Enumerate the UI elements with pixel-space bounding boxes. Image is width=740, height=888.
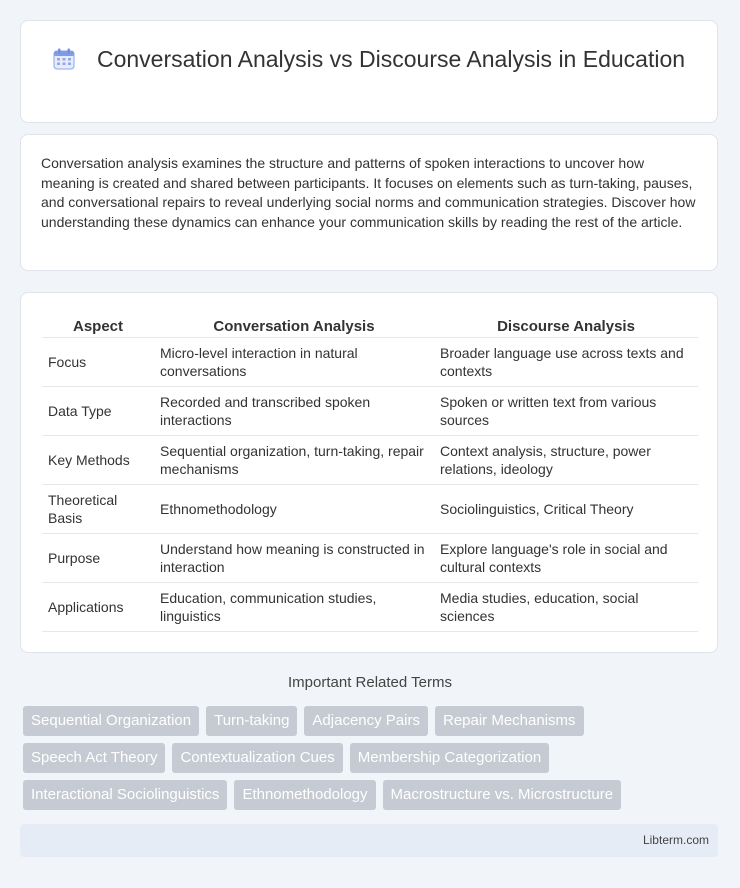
intro-text: Conversation analysis examines the structure and patterns of spoken interactions to uncover how meaning is created and shared between participants. It focuses on elements such as turn-taking, pauses, and conversational repairs to reveal underlying social norms and communication strategies. Discover how understanding these dynamics can enhance your communication skills by reading the rest of the article. — [41, 155, 696, 230]
related-term-tag[interactable]: Sequential Organization — [23, 706, 199, 736]
calendar-icon — [53, 48, 75, 70]
title-card — [20, 20, 718, 123]
aspect-cell: Theoretical Basis — [42, 485, 154, 534]
discourse-cell: Context analysis, structure, power relations, ideology — [434, 436, 698, 485]
related-term-tag[interactable]: Speech Act Theory — [23, 743, 165, 773]
related-term-tag[interactable]: Repair Mechanisms — [435, 706, 584, 736]
discourse-cell: Broader language use across texts and contexts — [434, 338, 698, 387]
aspect-cell: Focus — [42, 338, 154, 387]
discourse-cell: Explore language's role in social and cultural contexts — [434, 534, 698, 583]
aspect-cell: Applications — [42, 583, 154, 632]
footer — [20, 824, 718, 857]
comparison-table — [42, 315, 698, 632]
related-term-tag[interactable]: Membership Categorization — [350, 743, 549, 773]
tag-row — [23, 743, 556, 773]
related-term-tag[interactable]: Contextualization Cues — [172, 743, 342, 773]
intro-card — [20, 134, 718, 271]
related-term-tag[interactable]: Macrostructure vs. Microstructure — [383, 780, 622, 810]
tag-row — [23, 780, 628, 810]
comparison-table-card — [20, 292, 718, 653]
table-row — [42, 485, 698, 534]
table-row — [42, 583, 698, 632]
related-term-tag[interactable]: Turn-taking — [206, 706, 297, 736]
table-row — [42, 338, 698, 387]
related-term-tag[interactable]: Ethnomethodology — [234, 780, 375, 810]
tag-row — [23, 706, 591, 736]
table-row — [42, 436, 698, 485]
page-title-wrap — [21, 45, 717, 74]
conversation-cell: Education, communication studies, linguistics — [154, 583, 434, 632]
footer-site-link[interactable]: Libterm.com — [642, 833, 709, 847]
table-header-row — [42, 315, 698, 338]
related-terms-title: Important Related Terms — [288, 674, 452, 691]
column-header: Conversation Analysis — [154, 315, 434, 338]
column-header: Aspect — [42, 315, 154, 338]
discourse-cell: Media studies, education, social sciences — [434, 583, 698, 632]
page-title: Conversation Analysis vs Discourse Analysis in Education — [96, 46, 686, 72]
related-term-tag[interactable]: Adjacency Pairs — [304, 706, 428, 736]
aspect-cell: Purpose — [42, 534, 154, 583]
related-term-tag[interactable]: Interactional Sociolinguistics — [23, 780, 227, 810]
conversation-cell: Understand how meaning is constructed in interaction — [154, 534, 434, 583]
column-header: Discourse Analysis — [434, 315, 698, 338]
discourse-cell: Spoken or written text from various sources — [434, 387, 698, 436]
conversation-cell: Recorded and transcribed spoken interactions — [154, 387, 434, 436]
aspect-cell: Data Type — [42, 387, 154, 436]
discourse-cell: Sociolinguistics, Critical Theory — [434, 485, 698, 534]
table-row — [42, 387, 698, 436]
conversation-cell: Ethnomethodology — [154, 485, 434, 534]
conversation-cell: Sequential organization, turn-taking, repair mechanisms — [154, 436, 434, 485]
aspect-cell: Key Methods — [42, 436, 154, 485]
conversation-cell: Micro-level interaction in natural conversations — [154, 338, 434, 387]
table-row — [42, 534, 698, 583]
